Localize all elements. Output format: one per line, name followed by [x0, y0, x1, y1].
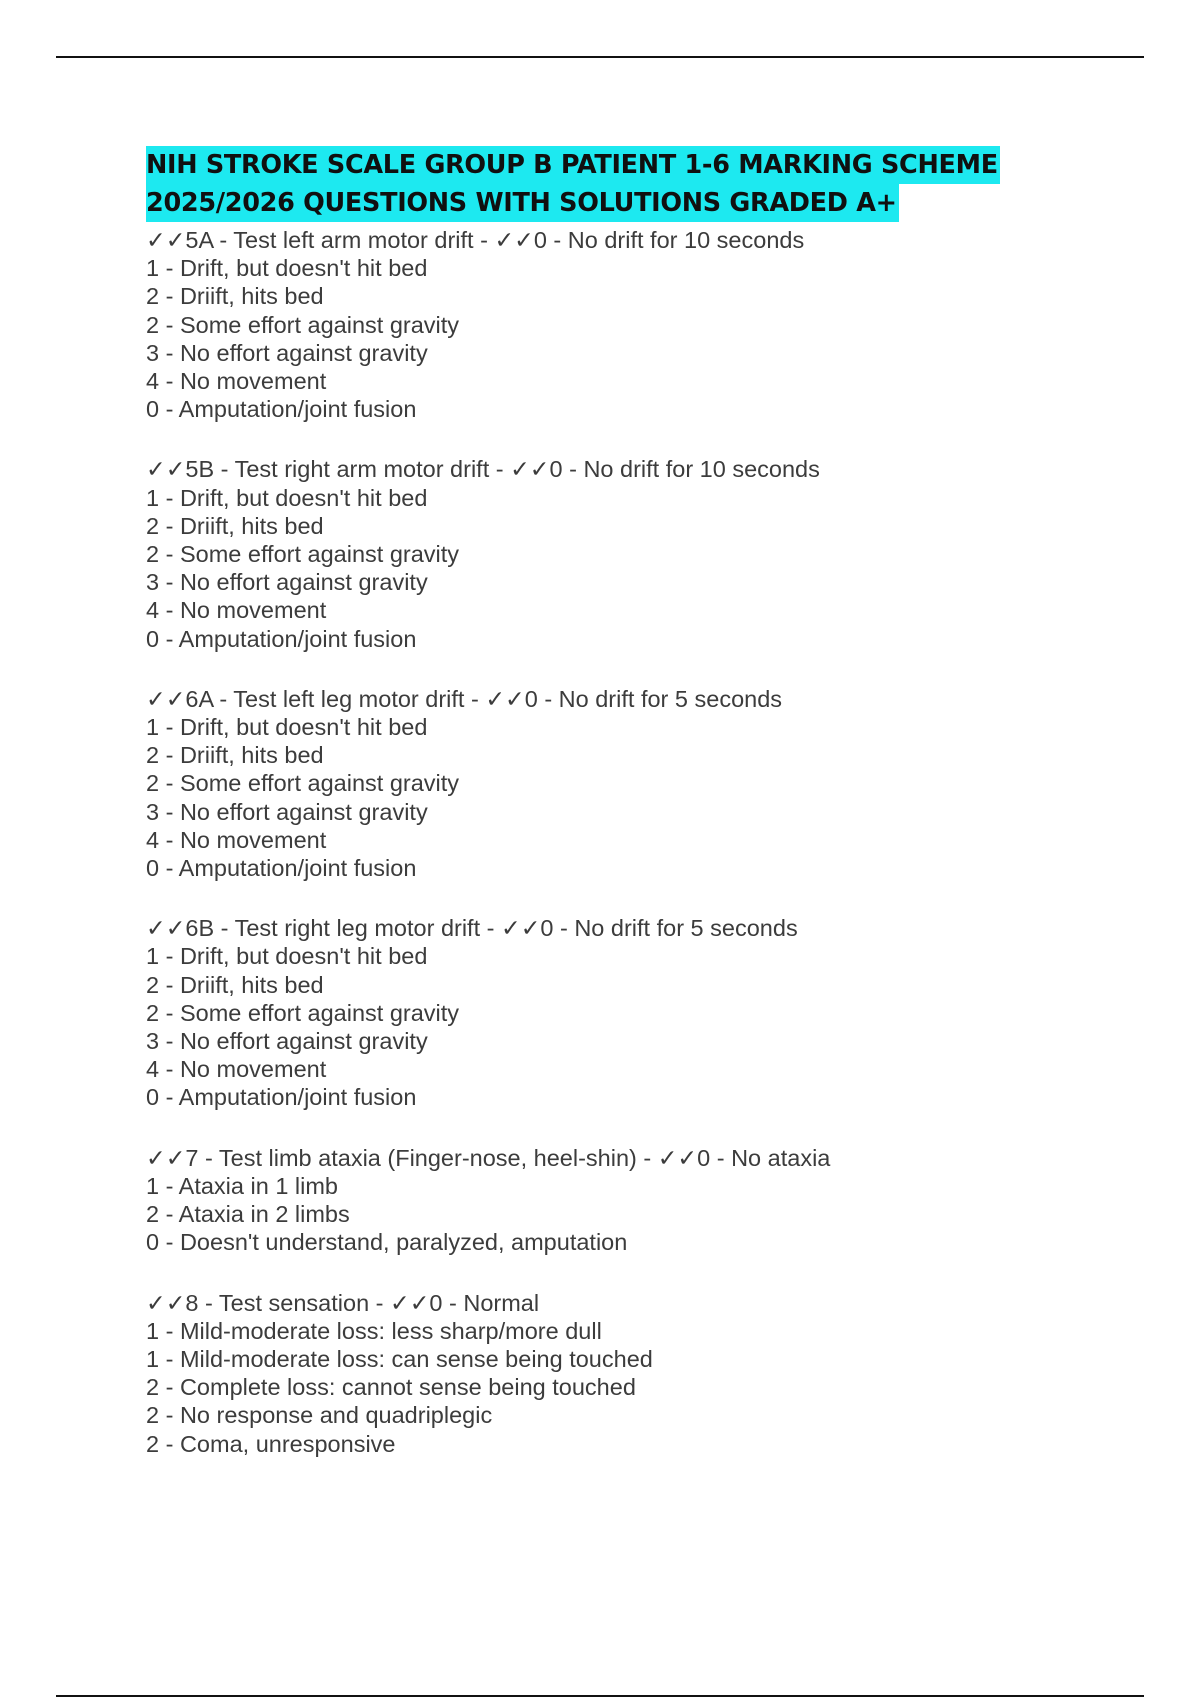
list-item: 2 - Driift, hits bed — [146, 742, 324, 769]
top-divider — [56, 56, 1144, 58]
list-item: 4 - No movement — [146, 368, 327, 395]
list-item: 4 - No movement — [146, 826, 327, 853]
document-title — [146, 146, 1106, 222]
list-item: 1 - Drift, but doesn't hit bed — [146, 714, 428, 741]
list-item: 2 - Some effort against gravity — [146, 311, 460, 338]
list-item: 0 - Doesn't understand, paralyzed, amputation — [146, 1229, 628, 1256]
list-item: 2 - Driift, hits bed — [146, 512, 324, 539]
list-item: 1 - Mild-moderate loss: can sense being touched — [146, 1345, 653, 1372]
list-item: 0 - Amputation/joint fusion — [146, 1084, 417, 1111]
list-item: 1 - Ataxia in 1 limb — [146, 1172, 339, 1199]
list-item: 1 - Drift, but doesn't hit bed — [146, 484, 428, 511]
section-8 — [146, 1289, 1106, 1458]
document-body — [146, 146, 1106, 1458]
list-item: 0 - Amputation/joint fusion — [146, 855, 417, 882]
list-item: 2 - Some effort against gravity — [146, 999, 460, 1026]
section-5b — [146, 455, 1106, 652]
list-item: 2 - Ataxia in 2 limbs — [146, 1201, 350, 1228]
list-item: 1 - Drift, but doesn't hit bed — [146, 255, 428, 282]
list-item: 2 - No response and quadriplegic — [146, 1402, 493, 1429]
list-item: 0 - Amputation/joint fusion — [146, 396, 417, 423]
section-heading: ✓✓7 - Test limb ataxia (Finger-nose, heel-shin) - ✓✓0 - No ataxia — [146, 1144, 831, 1171]
list-item: 3 - No effort against gravity — [146, 569, 428, 596]
section-heading: ✓✓6B - Test right leg motor drift - ✓✓0 - No drift for 5 seconds — [146, 915, 798, 942]
section-heading: ✓✓8 - Test sensation - ✓✓0 - Normal — [146, 1289, 540, 1316]
list-item: 2 - Some effort against gravity — [146, 770, 460, 797]
section-heading: ✓✓6A - Test left leg motor drift - ✓✓0 - No drift for 5 seconds — [146, 685, 783, 712]
list-item: 3 - No effort against gravity — [146, 1028, 428, 1055]
list-item: 1 - Mild-moderate loss: less sharp/more dull — [146, 1317, 602, 1344]
list-item: 2 - Driift, hits bed — [146, 971, 324, 998]
bottom-divider — [56, 1695, 1144, 1697]
title-line-1: NIH STROKE SCALE GROUP B PATIENT 1-6 MARKING SCHEME — [146, 146, 1000, 184]
section-6a — [146, 685, 1106, 882]
list-item: 2 - Some effort against gravity — [146, 541, 460, 568]
list-item: 2 - Coma, unresponsive — [146, 1430, 396, 1457]
list-item: 2 - Complete loss: cannot sense being touched — [146, 1374, 636, 1401]
section-5a — [146, 226, 1106, 423]
section-6b — [146, 914, 1106, 1111]
list-item: 0 - Amputation/joint fusion — [146, 625, 417, 652]
section-7 — [146, 1144, 1106, 1257]
list-item: 3 - No effort against gravity — [146, 339, 428, 366]
list-item: 4 - No movement — [146, 1056, 327, 1083]
section-heading: ✓✓5A - Test left arm motor drift - ✓✓0 - No drift for 10 seconds — [146, 227, 805, 253]
section-heading: ✓✓5B - Test right arm motor drift - ✓✓0 - No drift for 10 seconds — [146, 456, 820, 483]
list-item: 4 - No movement — [146, 597, 327, 624]
title-line-2: 2025/2026 QUESTIONS WITH SOLUTIONS GRADED A+ — [146, 184, 899, 222]
list-item: 1 - Drift, but doesn't hit bed — [146, 943, 428, 970]
list-item: 3 - No effort against gravity — [146, 798, 428, 825]
list-item: 2 - Driift, hits bed — [146, 283, 324, 310]
